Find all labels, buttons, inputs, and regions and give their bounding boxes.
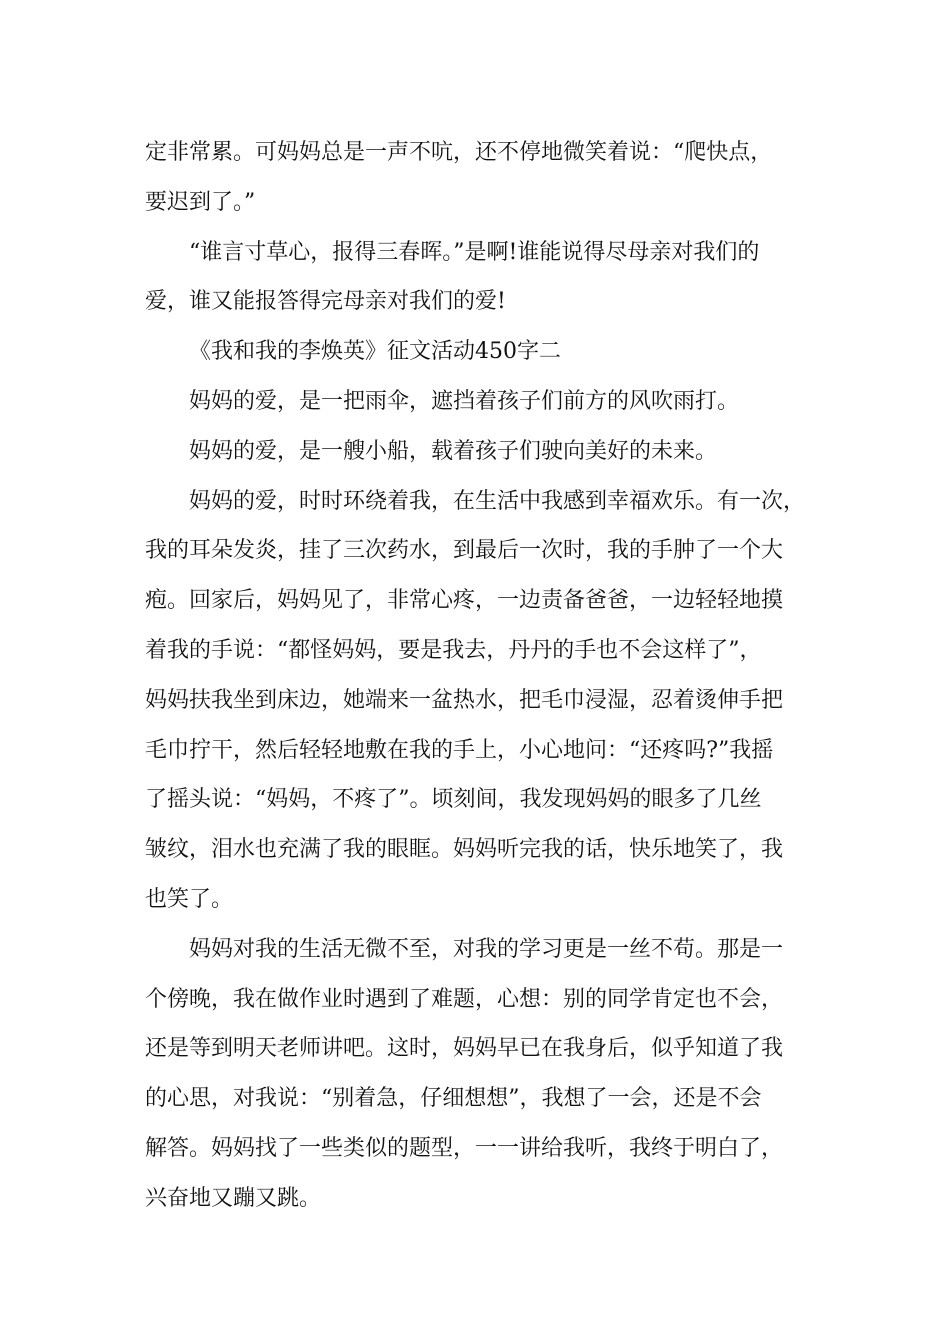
- text-line: 妈妈扶我坐到床边，她端来一盆热水，把毛巾浸湿，忍着烫伸手把: [145, 687, 784, 713]
- text-line: 妈妈对我的生活无微不至，对我的学习更是一丝不苟。那是一: [189, 936, 784, 962]
- text-line: 定非常累。可妈妈总是一声不吭，还不停地微笑着说：“爬快点，: [145, 140, 773, 165]
- text-line: 毛巾拧干，然后轻轻地敷在我的手上，小心地问：“还疼吗?”我摇: [145, 737, 774, 763]
- text-line: 妈妈的爱，是一艘小船，载着孩子们驶向美好的未来。: [189, 438, 718, 464]
- text-line: 解答。妈妈找了一些类似的题型，一一讲给我听，我终于明白了，: [145, 1135, 784, 1161]
- text-line: 妈妈的爱，是一把雨伞，遮挡着孩子们前方的风吹雨打。: [189, 388, 740, 414]
- text-line: 个傍晚，我在做作业时遇到了难题，心想：别的同学肯定也不会，: [145, 986, 784, 1012]
- document-body: [145, 128, 835, 1224]
- text-line: 要迟到了。”: [145, 189, 256, 215]
- text-line: 还是等到明天老师讲吧。这时，妈妈早已在我身后，似乎知道了我: [145, 1036, 784, 1062]
- text-line: 我的耳朵发炎，挂了三次药水，到最后一次时，我的手肿了一个大: [145, 538, 784, 564]
- text-line: 皱纹，泪水也充满了我的眼眶。妈妈听完我的话，快乐地笑了，我: [145, 837, 784, 863]
- text-line: 疱。回家后，妈妈见了，非常心疼，一边责备爸爸，一边轻轻地摸: [145, 588, 784, 614]
- text-line: 也笑了。: [145, 886, 234, 912]
- text-line: 爱，谁又能报答得完母亲对我们的爱!: [145, 289, 506, 315]
- text-line: 的心思，对我说：“别着急，仔细想想”，我想了一会，还是不会: [145, 1086, 762, 1112]
- text-line: 着我的手说：“都怪妈妈，要是我去，丹丹的手也不会这样了”，: [145, 637, 762, 663]
- text-line: 妈妈的爱，时时环绕着我，在生活中我感到幸福欢乐。有一次，: [189, 488, 806, 514]
- text-line: “谁言寸草心，报得三春晖。”是啊!谁能说得尽母亲对我们的: [189, 239, 760, 265]
- text-line: 兴奋地又蹦又跳。: [145, 1185, 322, 1211]
- section-heading: 《我和我的李焕英》征文活动450字二: [189, 339, 561, 365]
- text-line: 了摇头说：“妈妈，不疼了”。顷刻间，我发现妈妈的眼多了几丝: [145, 787, 762, 813]
